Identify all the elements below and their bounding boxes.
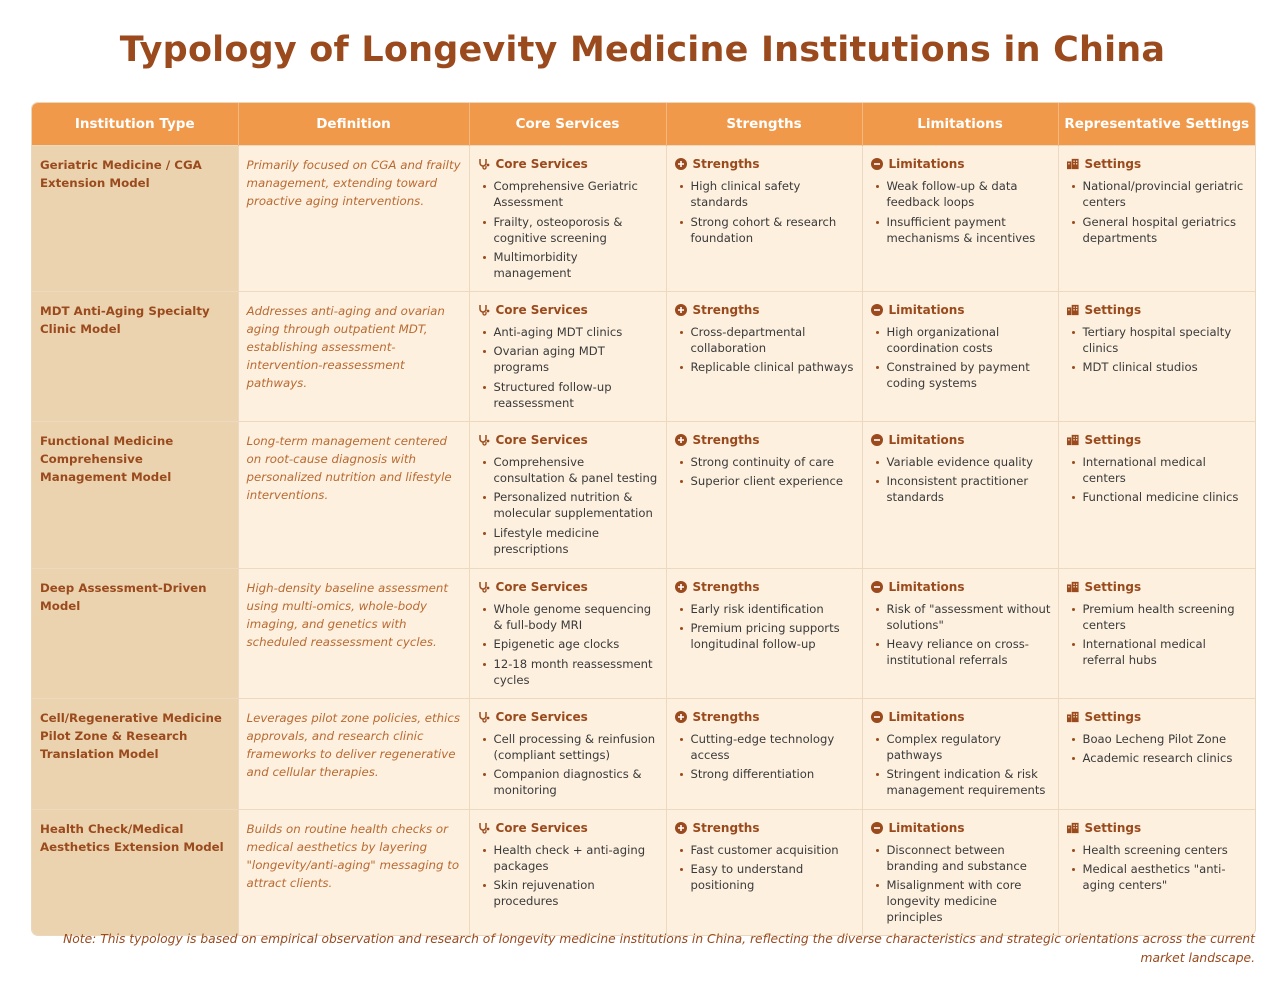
list-item: High clinical safety standards	[691, 178, 855, 210]
strengths-heading	[675, 156, 855, 172]
plus-circle-icon	[675, 581, 687, 593]
page-title: Typology of Longevity Medicine Institutions in China	[119, 30, 1166, 70]
core-list	[478, 601, 659, 688]
strengths-list	[675, 324, 855, 376]
settings-cell	[1058, 291, 1255, 421]
list-item: Inconsistent practitioner standards	[887, 473, 1051, 505]
minus-circle-icon	[871, 434, 883, 446]
list-item: 12-18 month reassessment cycles	[494, 656, 659, 688]
list-item: Cross-departmental collaboration	[691, 324, 855, 356]
building-icon	[1067, 711, 1079, 723]
header-limitations: Limitations	[862, 103, 1058, 146]
building-icon	[1067, 304, 1079, 316]
strengths-heading-label: Strengths	[692, 432, 760, 447]
limitations-heading-label: Limitations	[888, 709, 965, 724]
stethoscope-icon	[478, 711, 490, 723]
core-list	[478, 454, 659, 557]
strengths-list	[675, 601, 855, 653]
settings-heading	[1067, 579, 1249, 595]
list-item: Stringent indication & risk management requirements	[887, 766, 1051, 798]
limitations-cell	[862, 809, 1058, 935]
minus-circle-icon	[871, 822, 883, 834]
definition-cell: Leverages pilot zone policies, ethics approvals, and research clinic frameworks to deliver regenerative and cellular therapies.	[238, 698, 469, 809]
limitations-heading-label: Limitations	[888, 302, 965, 317]
limitations-heading-label: Limitations	[888, 432, 965, 447]
settings-heading	[1067, 432, 1249, 448]
core-cell	[469, 809, 666, 935]
stethoscope-icon	[478, 304, 490, 316]
list-item: Fast customer acquisition	[691, 842, 855, 858]
plus-circle-icon	[675, 434, 687, 446]
settings-heading	[1067, 709, 1249, 725]
strengths-list	[675, 731, 855, 783]
settings-heading-label: Settings	[1084, 579, 1142, 594]
strengths-heading-label: Strengths	[692, 820, 760, 835]
definition-cell: Long-term management centered on root-cause diagnosis with personalized nutrition and lifestyle interventions.	[238, 421, 469, 568]
settings-heading	[1067, 820, 1249, 836]
limitations-list	[871, 842, 1051, 926]
building-icon	[1067, 822, 1079, 834]
plus-circle-icon	[675, 304, 687, 316]
list-item: General hospital geriatrics departments	[1083, 214, 1249, 246]
table-row	[32, 568, 1255, 698]
limitations-list	[871, 454, 1051, 506]
strengths-heading	[675, 432, 855, 448]
list-item: Strong differentiation	[691, 766, 855, 782]
strengths-list	[675, 454, 855, 490]
list-item: Misalignment with core longevity medicine principles	[887, 877, 1051, 925]
strengths-list	[675, 178, 855, 246]
settings-cell	[1058, 698, 1255, 809]
minus-circle-icon	[871, 158, 883, 170]
settings-heading-label: Settings	[1084, 432, 1142, 447]
list-item: Lifestyle medicine prescriptions	[494, 525, 659, 557]
list-item: MDT clinical studios	[1083, 359, 1249, 375]
strengths-heading	[675, 579, 855, 595]
list-item: High organizational coordination costs	[887, 324, 1051, 356]
table-row	[32, 146, 1255, 292]
list-item: Health screening centers	[1083, 842, 1249, 858]
limitations-heading	[871, 579, 1051, 595]
core-list	[478, 731, 659, 799]
table-row	[32, 809, 1255, 935]
core-cell	[469, 568, 666, 698]
header-institution-type: Institution Type	[32, 103, 238, 146]
list-item: Superior client experience	[691, 473, 855, 489]
strengths-heading	[675, 709, 855, 725]
list-item: Cell processing & reinfusion (compliant settings)	[494, 731, 659, 763]
institution-type-cell: Functional Medicine Comprehensive Management Model	[32, 421, 238, 568]
strengths-cell	[666, 291, 862, 421]
core-list	[478, 324, 659, 411]
limitations-heading-label: Limitations	[888, 157, 965, 171]
limitations-heading	[871, 432, 1051, 448]
table-row	[32, 291, 1255, 421]
strengths-heading-label: Strengths	[692, 579, 760, 594]
plus-circle-icon	[675, 711, 687, 723]
list-item: Insufficient payment mechanisms & incentives	[887, 214, 1051, 246]
list-item: Variable evidence quality	[887, 454, 1051, 470]
institution-type-cell: Health Check/Medical Aesthetics Extension Model	[32, 809, 238, 935]
list-item: Tertiary hospital specialty clinics	[1083, 324, 1249, 356]
core-cell	[469, 146, 666, 292]
list-item: Replicable clinical pathways	[690, 360, 854, 374]
settings-heading-label: Settings	[1084, 302, 1142, 317]
list-item: Premium health screening centers	[1083, 601, 1249, 633]
list-item: National/provincial geriatric centers	[1083, 178, 1249, 210]
list-item: Epigenetic age clocks	[494, 636, 659, 652]
core-heading-label: Core Services	[495, 820, 588, 835]
limitations-cell	[862, 291, 1058, 421]
stethoscope-icon	[478, 158, 490, 170]
definition-cell: High-density baseline assessment using multi-omics, whole-body imaging, and genetics with scheduled reassessment cycles.	[238, 568, 469, 698]
definition-cell: Addresses anti-aging and ovarian aging through outpatient MDT, establishing assessment-intervention-reassessment pathways.	[238, 291, 469, 421]
minus-circle-icon	[871, 711, 883, 723]
settings-cell	[1058, 146, 1255, 292]
header-strengths: Strengths	[666, 103, 862, 146]
strengths-heading-label: Strengths	[692, 302, 760, 317]
list-item: Functional medicine clinics	[1083, 489, 1249, 505]
list-item: Academic research clinics	[1083, 750, 1249, 766]
table-header-row	[32, 103, 1255, 146]
stethoscope-icon	[478, 822, 490, 834]
footnote: Note: This typology is based on empirical observation and research of longevity medicine institutions in China, reflecting the diverse characteristics and strategic orientations across the current market landscape.	[63, 932, 1255, 965]
list-item: Anti-aging MDT clinics	[494, 324, 659, 340]
definition-cell: Primarily focused on CGA and frailty management, extending toward proactive aging interventions.	[238, 146, 469, 292]
list-item: Strong continuity of care	[691, 454, 855, 470]
core-heading-label: Core Services	[495, 579, 588, 594]
list-item: Disconnect between branding and substance	[887, 842, 1051, 874]
header-representative-settings: Representative Settings	[1058, 103, 1255, 146]
core-heading-label: Core Services	[495, 432, 588, 447]
stethoscope-icon	[478, 581, 490, 593]
settings-list	[1067, 454, 1249, 506]
strengths-heading-label: Strengths	[692, 709, 760, 724]
core-cell	[469, 421, 666, 568]
list-item: International medical referral hubs	[1083, 636, 1249, 668]
minus-circle-icon	[871, 581, 883, 593]
limitations-list	[871, 324, 1051, 392]
limitations-list	[871, 601, 1051, 669]
core-heading	[478, 156, 659, 172]
list-item: Companion diagnostics & monitoring	[494, 766, 659, 798]
settings-cell	[1058, 809, 1255, 935]
limitations-list	[871, 731, 1051, 799]
core-list	[478, 842, 659, 910]
limitations-cell	[862, 146, 1058, 292]
list-item: Strong cohort & research foundation	[691, 214, 855, 246]
header-definition: Definition	[238, 103, 469, 146]
list-item: Comprehensive Geriatric Assessment	[494, 178, 659, 210]
definition-cell: Builds on routine health checks or medical aesthetics by layering "longevity/anti-aging" messaging to attract clients.	[238, 809, 469, 935]
institution-type-cell: Geriatric Medicine / CGA Extension Model	[32, 146, 238, 292]
list-item: Health check + anti-aging packages	[494, 842, 659, 874]
list-item: Skin rejuvenation procedures	[494, 877, 659, 909]
list-item: Whole genome sequencing & full-body MRI	[494, 601, 659, 633]
core-cell	[469, 698, 666, 809]
limitations-heading-label: Limitations	[888, 579, 965, 594]
header-core-services: Core Services	[469, 103, 666, 146]
limitations-heading	[871, 709, 1051, 725]
settings-heading-label: Settings	[1084, 157, 1142, 171]
core-cell	[469, 291, 666, 421]
list-item: Premium pricing supports longitudinal follow-up	[691, 620, 855, 652]
list-item: Cutting-edge technology access	[691, 731, 855, 763]
building-icon	[1067, 581, 1079, 593]
strengths-cell	[666, 421, 862, 568]
core-heading	[478, 579, 659, 595]
limitations-heading-label: Limitations	[888, 820, 965, 835]
limitations-heading	[871, 156, 1051, 172]
list-item: Comprehensive consultation & panel testing	[493, 454, 658, 485]
settings-cell	[1058, 568, 1255, 698]
settings-heading	[1067, 156, 1249, 172]
plus-circle-icon	[675, 158, 687, 170]
list-item: Risk of "assessment without solutions"	[886, 601, 1051, 632]
list-item: Structured follow-up reassessment	[494, 379, 659, 411]
strengths-cell	[666, 809, 862, 935]
list-item: Constrained by payment coding systems	[887, 359, 1051, 391]
settings-list	[1067, 601, 1249, 669]
settings-cell	[1058, 421, 1255, 568]
list-item: Easy to understand positioning	[691, 861, 855, 893]
settings-list	[1067, 842, 1249, 894]
plus-circle-icon	[675, 822, 687, 834]
list-item: Ovarian aging MDT programs	[494, 343, 659, 375]
strengths-cell	[666, 568, 862, 698]
settings-heading-label: Settings	[1084, 820, 1142, 835]
settings-heading	[1067, 302, 1249, 318]
strengths-heading	[675, 820, 855, 836]
limitations-list	[871, 178, 1051, 246]
institution-type-cell: MDT Anti-Aging Specialty Clinic Model	[32, 291, 238, 421]
list-item: Heavy reliance on cross-institutional referrals	[887, 636, 1051, 668]
institution-type-cell: Deep Assessment-Driven Model	[32, 568, 238, 698]
strengths-heading	[675, 302, 855, 318]
minus-circle-icon	[871, 304, 883, 316]
list-item: Multimorbidity management	[494, 249, 659, 281]
list-item: Complex regulatory pathways	[887, 731, 1051, 763]
typology-table	[31, 102, 1256, 936]
core-heading	[478, 432, 659, 448]
strengths-list	[675, 842, 855, 894]
core-heading	[478, 820, 659, 836]
strengths-heading-label: Strengths	[692, 157, 760, 171]
institution-type-cell: Cell/Regenerative Medicine Pilot Zone & Research Translation Model	[32, 698, 238, 809]
settings-list	[1067, 178, 1249, 246]
core-list	[478, 178, 659, 281]
settings-heading-label: Settings	[1084, 709, 1142, 724]
limitations-cell	[862, 421, 1058, 568]
stethoscope-icon	[478, 434, 490, 446]
limitations-heading	[871, 302, 1051, 318]
table-row	[32, 421, 1255, 568]
list-item: Medical aesthetics "anti-aging centers"	[1083, 861, 1249, 893]
strengths-cell	[666, 698, 862, 809]
list-item: Frailty, osteoporosis & cognitive screening	[494, 214, 659, 246]
limitations-cell	[862, 698, 1058, 809]
list-item: Personalized nutrition & molecular supplementation	[494, 489, 659, 521]
limitations-heading	[871, 820, 1051, 836]
settings-list	[1067, 324, 1249, 376]
list-item: Weak follow-up & data feedback loops	[887, 178, 1051, 210]
list-item: Early risk identification	[691, 601, 855, 617]
list-item: International medical centers	[1083, 454, 1249, 486]
core-heading	[478, 709, 659, 725]
list-item: Boao Lecheng Pilot Zone	[1083, 731, 1249, 747]
building-icon	[1067, 158, 1079, 170]
strengths-cell	[666, 146, 862, 292]
building-icon	[1067, 434, 1079, 446]
core-heading-label: Core Services	[495, 709, 588, 724]
settings-list	[1067, 731, 1249, 767]
core-heading-label: Core Services	[495, 157, 588, 171]
limitations-cell	[862, 568, 1058, 698]
core-heading-label: Core Services	[495, 302, 588, 317]
table-row	[32, 698, 1255, 809]
core-heading	[478, 302, 659, 318]
